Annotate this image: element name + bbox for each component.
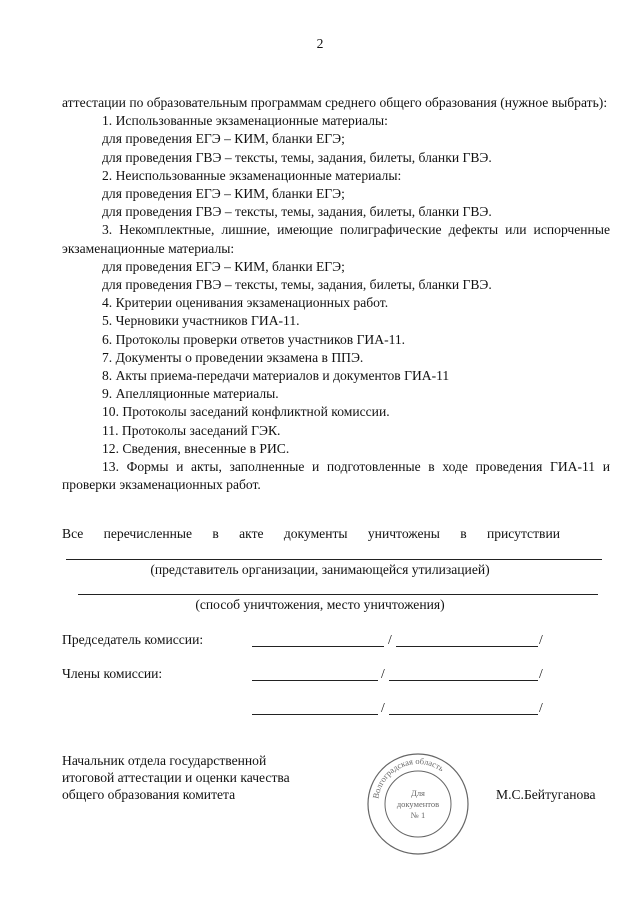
list-item: для проведения ГВЭ – тексты, темы, задания, билеты, бланки ГВЭ.: [102, 204, 492, 220]
list-item: для проведения ГВЭ – тексты, темы, задания, билеты, бланки ГВЭ.: [102, 277, 492, 293]
method-caption: (способ уничтожения, место уничтожения): [195, 597, 445, 612]
document-body: [62, 94, 610, 494]
stamp-center-line: документов: [396, 799, 440, 809]
list-item: для проведения ЕГЭ – КИМ, бланки ЕГЭ;: [102, 258, 345, 274]
members-label: Члены комиссии:: [62, 666, 163, 681]
item-list: [62, 112, 610, 494]
chief-title: [62, 752, 290, 803]
page-number: 2: [316, 36, 324, 51]
member-1-slash: /: [381, 666, 385, 681]
list-item: 4. Критерии оценивания экзаменационных работ.: [102, 295, 389, 311]
representative-line: [66, 559, 602, 560]
list-item: 7. Документы о проведении экзамена в ППЭ.: [102, 349, 364, 365]
list-item: 2. Неиспользованные экзаменационные материалы:: [102, 167, 402, 183]
list-item: 13. Формы и акты, заполненные и подготовленные в ходе проведения ГИА-11 и проверки экзаменационных работ.: [62, 459, 610, 493]
list-item: 1. Использованные экзаменационные материалы:: [102, 113, 388, 129]
chairman-label: Председатель комиссии:: [62, 632, 204, 647]
member-1-name-line: [389, 680, 538, 681]
list-item: для проведения ГВЭ – тексты, темы, задания, билеты, бланки ГВЭ.: [102, 149, 492, 165]
chairman-slash: /: [388, 632, 392, 647]
list-item: 12. Сведения, внесенные в РИС.: [102, 440, 290, 456]
stamp-center-line: № 1: [410, 810, 426, 820]
intro-paragraph: аттестации по образовательным программам среднего общего образования (нужное выбрать):: [62, 95, 608, 110]
member-2-slash: /: [381, 700, 385, 715]
member-1-signature-line: [252, 680, 378, 681]
member-2-name-line: [389, 714, 538, 715]
chief-title-line: Начальник отдела государственной: [62, 753, 267, 768]
representative-caption: (представитель организации, занимающейся утилизацией): [150, 562, 490, 577]
list-item: 6. Протоколы проверки ответов участников ГИА-11.: [102, 331, 406, 347]
member-1-end-slash: /: [539, 666, 543, 681]
chairman-signature-line: [252, 646, 384, 647]
stamp-ring-text: Волгоградская область: [370, 755, 446, 800]
official-stamp: [366, 752, 470, 856]
list-item: 10. Протоколы заседаний конфликтной комиссии.: [102, 404, 390, 420]
list-item: 3. Некомплектные, лишние, имеющие полиграфические дефекты или испорченные экзаменационные материалы:: [62, 222, 610, 256]
member-2-end-slash: /: [539, 700, 543, 715]
chief-title-line: итоговой аттестации и оценки качества: [62, 770, 290, 785]
witness-statement: Все перечисленные в акте документы уничтожены в присутствии: [62, 526, 560, 541]
chief-title-line: общего образования комитета: [62, 787, 236, 802]
member-2-signature-line: [252, 714, 378, 715]
chairman-name-line: [396, 646, 538, 647]
chairman-end-slash: /: [539, 632, 543, 647]
list-item: 8. Акты приема-передачи материалов и документов ГИА-11: [102, 368, 450, 384]
list-item: 9. Апелляционные материалы.: [102, 386, 279, 402]
list-item: 11. Протоколы заседаний ГЭК.: [102, 422, 281, 438]
stamp-center-line: Для: [411, 788, 425, 798]
method-line: [78, 594, 598, 595]
chief-name: М.С.Бейтуганова: [496, 787, 596, 802]
list-item: для проведения ЕГЭ – КИМ, бланки ЕГЭ;: [102, 131, 345, 147]
list-item: для проведения ЕГЭ – КИМ, бланки ЕГЭ;: [102, 186, 345, 202]
list-item: 5. Черновики участников ГИА-11.: [102, 313, 300, 329]
